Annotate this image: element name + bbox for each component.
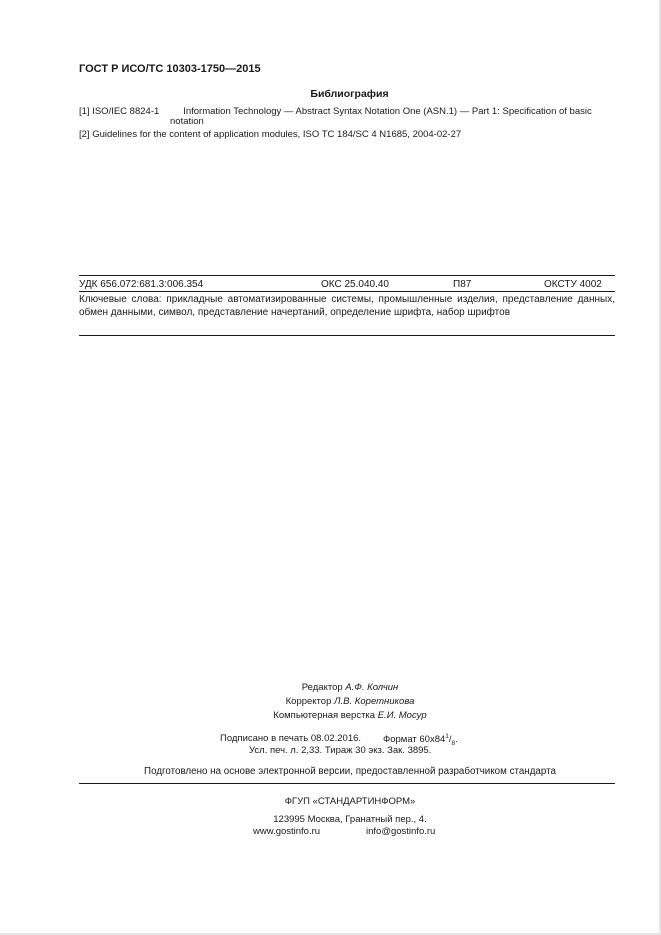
reference-1-text: Information Technology — Abstract Syntax Notation One (ASN.1) — Part 1: Specification of basic: [183, 106, 592, 117]
editor-label: Редактор: [301, 682, 343, 693]
oks-code: ОКС 25.040.40: [321, 279, 389, 290]
format-fraction-denominator: 8: [451, 740, 456, 748]
signed-date: Подписано в печать 08.02.2016.: [220, 733, 362, 744]
reference-2: [79, 129, 461, 140]
udk-code: УДК 656.072:681.3:006.354: [79, 279, 204, 290]
reference-1-continuation: notation: [170, 116, 204, 127]
format-text: Формат 60x84: [383, 734, 446, 746]
group-code: П87: [453, 279, 472, 290]
format-fraction-numerator: 1: [445, 733, 449, 740]
reference-2-number: [2]: [79, 129, 90, 140]
website-link[interactable]: www.gostinfo.ru: [253, 826, 321, 837]
classification-bottom-rule: [79, 335, 615, 336]
imprint-rule: [79, 783, 615, 784]
keywords: Ключевые слова: прикладные автоматизированные системы, промышленные изделия, представление данных, обмен данными, символ, представление начертаний, определение шрифта, набор шрифтов: [79, 294, 615, 318]
classification-middle-rule: [79, 291, 615, 292]
okstu-code: ОКСТУ 4002: [544, 279, 602, 290]
layout-label: Компьютерная верстка: [273, 710, 376, 721]
publisher-address: 123995 Москва, Гранатный пер., 4.: [273, 814, 427, 825]
reference-1: [79, 106, 592, 117]
layout-line: [120, 710, 580, 721]
editor-line: [120, 682, 580, 693]
email-link[interactable]: info@gostinfo.ru: [366, 826, 436, 837]
corrector-label: Корректор: [285, 696, 332, 707]
paper-format: Формат $60x84^1/_8$.: [383, 733, 458, 748]
editor-name: А.Ф. Колчин: [345, 682, 399, 693]
publisher-name: ФГУП «СТАНДАРТИНФОРМ»: [284, 796, 416, 807]
bibliography-title: Библиография: [310, 88, 389, 100]
corrector-name: Л.В. Коретникова: [334, 696, 415, 707]
reference-2-text: Guidelines for the content of application modules, ISO TC 184/SC 4 N1685, 2004-02-27: [92, 129, 462, 140]
layout-name: Е.И. Мосур: [377, 710, 427, 721]
print-details: Усл. печ. л. 2,33. Тираж 30 экз. Зак. 3895.: [249, 745, 432, 756]
reference-1-number: [1]: [79, 106, 90, 117]
document-code: ГОСТ Р ИСО/ТС 10303-1750—2015: [79, 63, 261, 75]
classification-top-rule: [79, 275, 615, 276]
format-suffix: .: [455, 734, 458, 746]
corrector-line: [120, 696, 580, 707]
reference-1-code: ISO/IEC 8824-1: [92, 106, 160, 117]
prepared-note: Подготовлено на основе электронной версии, предоставленной разработчиком стандарта: [144, 766, 556, 777]
